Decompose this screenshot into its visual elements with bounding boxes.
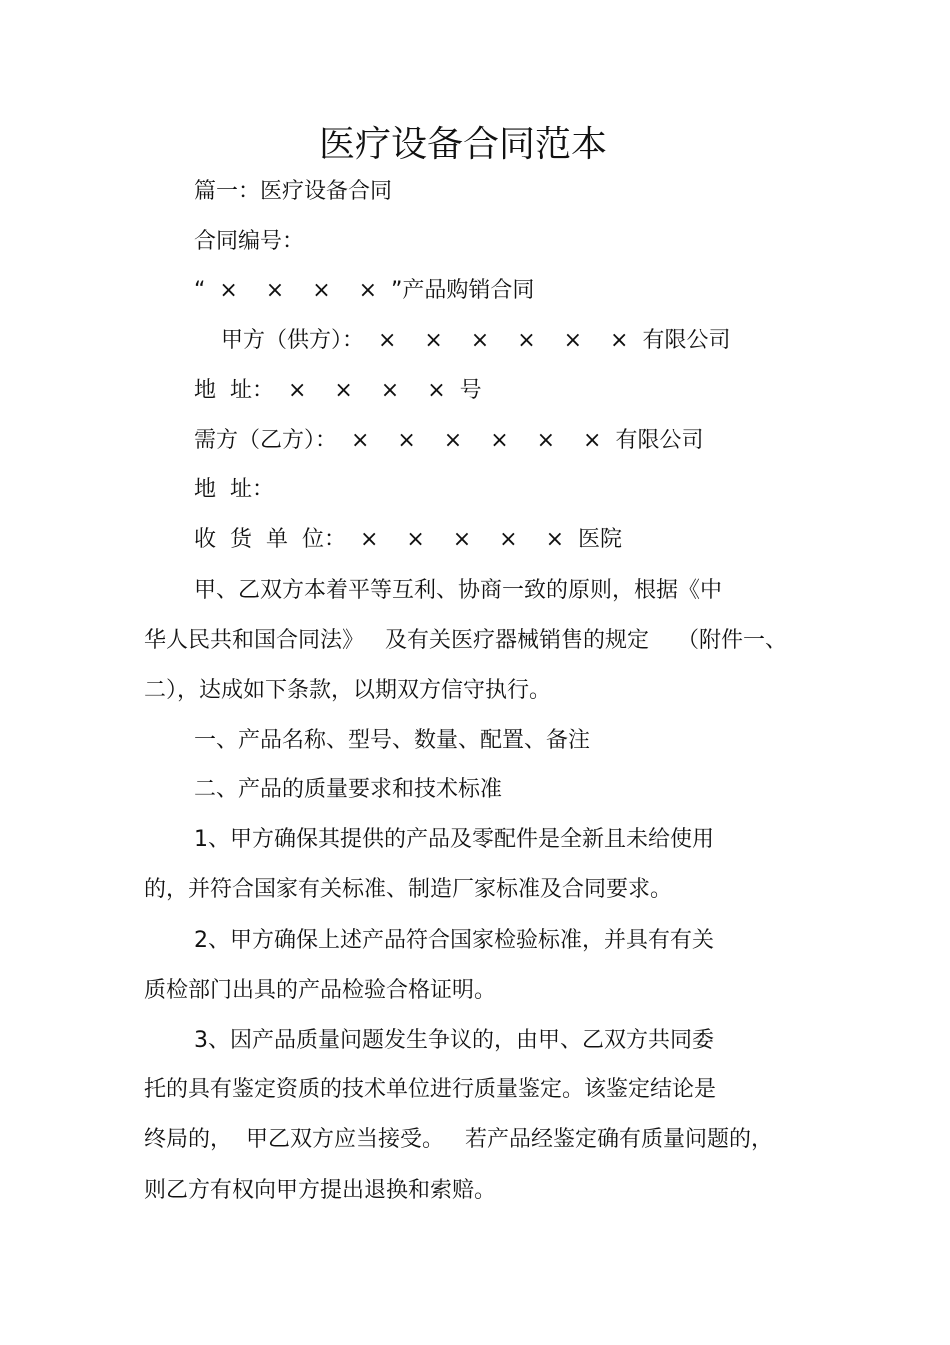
party-a-line: 甲方（供方）： × × × × × × 有限公司 [221, 328, 731, 353]
item-3-line-4: 则乙方有权向甲方提出退换和索赔。 [144, 1178, 497, 1203]
clause-2-heading: 二、产品的质量要求和技术标准 [194, 777, 503, 802]
document-title: 医疗设备合同范本 [318, 124, 607, 165]
receiving-unit-line: 收 货 单 位： × × × × × 医院 [194, 527, 622, 552]
clause-1-heading: 一、产品名称、型号、数量、配置、备注 [194, 728, 591, 753]
preamble-line-2: 华人民共和国合同法》 及有关医疗器械销售的规定 （附件一、 [144, 628, 787, 653]
preamble-line-1: 甲、乙双方本着平等互利、协商一致的原则，根据《中 [194, 578, 723, 603]
item-1-line-1: 1、甲方确保其提供的产品及零配件是全新且未给使用 [194, 827, 714, 852]
contract-number-label: 合同编号： [194, 229, 305, 254]
item-2-line-1: 2、甲方确保上述产品符合国家检验标准，并具有有关 [194, 928, 714, 953]
party-b-address-line: 地 址： [194, 477, 274, 502]
item-3-line-3: 终局的， 甲乙双方应当接受。 若产品经鉴定确有质量问题的， [144, 1127, 773, 1152]
preamble-line-3: 二），达成如下条款，以期双方信守执行。 [144, 678, 552, 703]
item-3-line-2: 托的具有鉴定资质的技术单位进行质量鉴定。该鉴定结论是 [144, 1077, 717, 1102]
section-heading: 篇一：医疗设备合同 [194, 179, 393, 204]
party-a-address-line: 地 址： × × × × 号 [194, 378, 482, 403]
item-3-line-1: 3、因产品质量问题发生争议的，由甲、乙双方共同委 [194, 1028, 714, 1053]
item-2-line-2: 质检部门出具的产品检验合格证明。 [144, 978, 497, 1003]
party-b-line: 需方（乙方）： × × × × × × 有限公司 [194, 428, 704, 453]
item-1-line-2: 的，并符合国家有关标准、制造厂家标准及合同要求。 [144, 877, 673, 902]
contract-name-line: “ × × × × ”产品购销合同 [194, 278, 535, 303]
